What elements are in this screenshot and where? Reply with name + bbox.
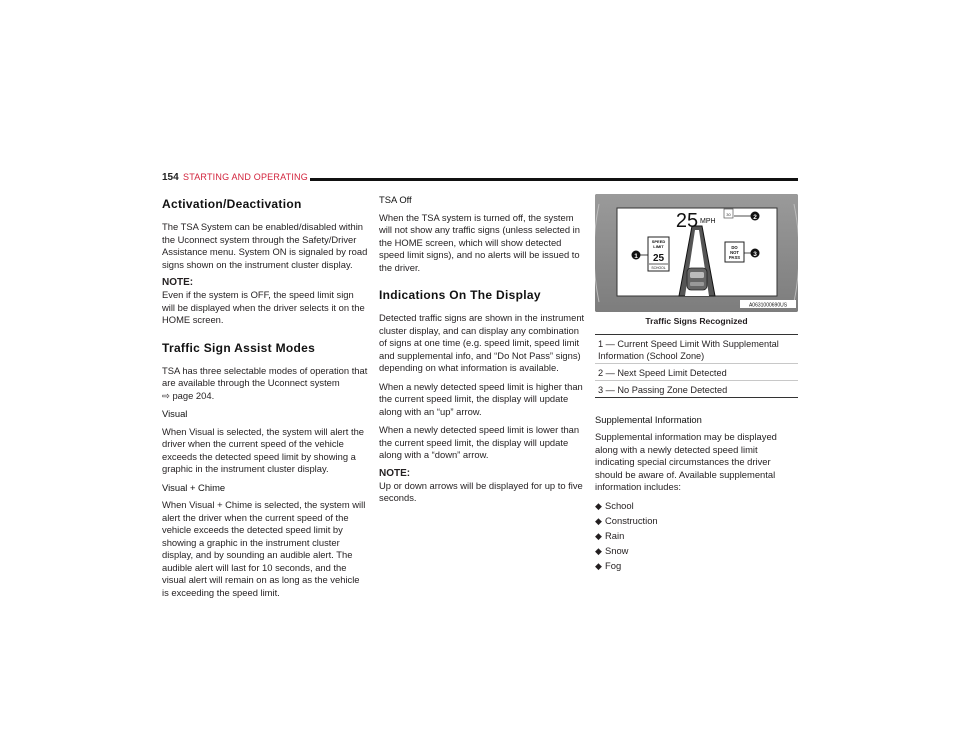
- legend-item: 3 — No Passing Zone Detected: [598, 384, 728, 395]
- diamond-bullet-icon: ◆: [595, 530, 602, 541]
- heading-indications: Indications On The Display: [379, 288, 541, 302]
- diamond-bullet-icon: ◆: [595, 515, 602, 526]
- note-label-2: NOTE:: [379, 467, 411, 479]
- list-item: ◆ Rain: [595, 529, 625, 541]
- svg-text:30: 30: [726, 212, 731, 217]
- paragraph-modes: TSA has three selectable modes of operation that are available through the Uconnect system ⇨ page 204.: [162, 364, 368, 401]
- svg-text:LIMIT: LIMIT: [653, 244, 664, 249]
- svg-text:SCHOOL: SCHOOL: [651, 266, 666, 270]
- note-text: Even if the system is OFF, the speed limit sign will be displayed when the driver selects it on the HOME screen.: [162, 289, 365, 325]
- heading-supplemental: Supplemental Information: [595, 413, 702, 425]
- header-rule: [310, 178, 798, 181]
- speed-limit-school-sign: [648, 237, 669, 271]
- page-reference-link[interactable]: page 204.: [172, 389, 215, 401]
- do-not-pass-sign: [725, 242, 744, 262]
- svg-text:NOT: NOT: [730, 250, 739, 255]
- paragraph-visual: When Visual is selected, the system will alert the driver when the current speed of the vehicle exceeds the detected speed limit by showing a graphic in the instrument cluster display.: [162, 425, 364, 474]
- svg-text:PASS: PASS: [728, 255, 741, 260]
- heading-visual: Visual: [162, 408, 188, 419]
- diamond-bullet-icon: ◆: [595, 545, 602, 556]
- note-label: NOTE:: [162, 277, 194, 288]
- page-header: [162, 172, 798, 186]
- column-right: [595, 194, 798, 575]
- heading-modes: Traffic Sign Assist Modes: [162, 340, 316, 355]
- svg-text:3: 3: [753, 250, 757, 258]
- svg-text:2: 2: [753, 213, 757, 221]
- paragraph-visual-chime: When Visual + Chime is selected, the system will alert the driver when the current speed of the vehicle exceeds the detected speed limit by showing a graphic in the instrument cluster display, and by sounding an audible alert. The audible alert will last for 10 seconds, and the visual alert will remain on as long as the vehicle is exceeding the speed limit.: [162, 499, 366, 598]
- note-text-2: Up or down arrows will be displayed for up to five seconds.: [379, 479, 583, 503]
- figure-caption: Traffic Signs Recognized: [645, 316, 748, 326]
- vehicle-icon: [687, 268, 707, 290]
- current-speed: 25: [675, 210, 699, 232]
- column-left: [162, 197, 368, 605]
- figure-code: A0631000690US: [748, 302, 788, 309]
- section-title: STARTING AND OPERATING: [183, 172, 308, 182]
- paragraph-indications-2: When a newly detected speed limit is higher than the current speed limit, the display will update along with an “up” arrow.: [379, 380, 583, 417]
- heading-activation: Activation/Deactivation: [162, 197, 302, 211]
- paragraph-activation: The TSA System can be enabled/disabled within the Uconnect system through the Safety/Driver Assistance menu. System ON is signaled by road signs shown on the instrument cluster display.: [162, 221, 368, 270]
- page-reference-arrow-icon: ⇨: [162, 389, 170, 401]
- next-speed-limit-sign: [724, 209, 733, 218]
- paragraph-indications-1: Detected traffic signs are shown in the instrument cluster display, and can display any combination of signs at one time (e.g. speed limit, speed limit and supplemental info, and “Do Not Pass” signs) depending on what information is available.: [379, 312, 585, 373]
- page-number: 154: [162, 172, 179, 183]
- list-item: ◆ Snow: [595, 544, 629, 556]
- list-item: ◆ School: [595, 499, 634, 511]
- cluster-display-figure: [595, 194, 798, 312]
- heading-tsa-off: TSA Off: [379, 194, 412, 205]
- list-item: ◆ Fog: [595, 559, 622, 571]
- supplemental-list: [595, 500, 798, 572]
- heading-visual-chime: Visual + Chime: [162, 481, 226, 493]
- legend-item: 1 — Current Speed Limit With Supplemental Information (School Zone): [595, 335, 798, 364]
- svg-text:1: 1: [634, 252, 638, 260]
- list-item: ◆ Construction: [595, 514, 658, 526]
- paragraph-indications-3: When a newly detected speed limit is lower than the current speed limit, the display will update along with a “down” arrow.: [379, 424, 580, 460]
- diamond-bullet-icon: ◆: [595, 560, 602, 571]
- speed-unit: MPH: [700, 218, 716, 225]
- diamond-bullet-icon: ◆: [595, 500, 602, 511]
- svg-text:DO: DO: [731, 245, 738, 250]
- paragraph-tsa-off: When the TSA system is turned off, the system will not show any traffic signs (unless selected in the HOME screen, which will show detected speed limit signs), and no alerts will be issued to the driver.: [379, 211, 580, 273]
- svg-text:25: 25: [652, 253, 665, 264]
- column-middle: [379, 194, 585, 511]
- paragraph-supplemental: Supplemental information may be displayed along with a newly detected speed limit indicating special circumstances the driver should be aware of. Available supplemental information includes:: [595, 431, 777, 492]
- legend-item: 2 — Next Speed Limit Detected: [595, 364, 798, 381]
- figure-legend: [595, 334, 798, 398]
- svg-text:SPEED: SPEED: [651, 239, 666, 244]
